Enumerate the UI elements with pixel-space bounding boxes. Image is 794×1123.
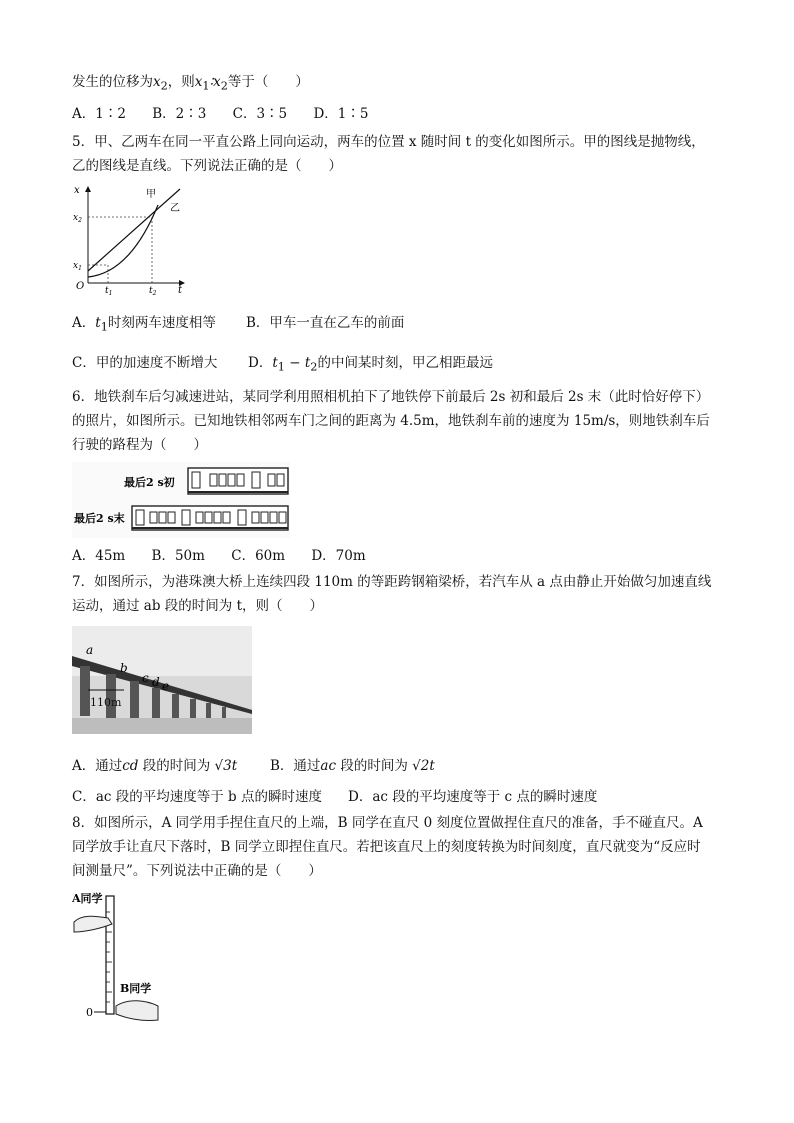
q8-stem-line2: 同学放手让直尺下落时，B 同学立即捏住直尺。若把该直尺上的刻度转换为时间刻度，直尺就变为“反应时 xyxy=(72,839,701,855)
q6-option-c: C．60m xyxy=(231,548,286,564)
q5-option-d: D．$t_1 - t_2$的中间某时刻，甲乙相距最远 xyxy=(248,355,493,374)
hand-b xyxy=(116,1001,158,1021)
label-student-a: A同学 xyxy=(72,892,103,905)
q8-stem-line3: 间测量尺”。下列说法中正确的是（ ） xyxy=(72,863,322,879)
q5-option-c: C．甲的加速度不断增大 xyxy=(72,355,218,371)
line-yi xyxy=(88,189,180,271)
q7-stem-line2: 运动，通过 ab 段的时间为 t，则（ ） xyxy=(72,598,323,614)
parabola-jia xyxy=(88,205,158,277)
q6-option-d: D．70m xyxy=(311,548,366,564)
q6-stem-line3: 行驶的路程为（ ） xyxy=(72,437,207,453)
q7-option-d: D．ac 段的平均速度等于 c 点的瞬时速度 xyxy=(348,789,598,805)
span-110m-label: 110m xyxy=(90,696,122,709)
svg-text:t2: $t_2$ xyxy=(149,286,157,295)
point-c-label: c xyxy=(142,671,149,685)
q4-option-b: B．2∶3 xyxy=(152,106,207,122)
q7-stem-line1: 7．如图所示，为港珠澳大桥上连续四段 110m 的等距跨钢箱梁桥，若汽车从 a 点由静止开始做匀加速直线 xyxy=(72,574,712,590)
train-top xyxy=(188,468,288,494)
q5-stem-line1: 5．甲、乙两车在同一平直公路上同向运动，两车的位置 x 随时间 t 的变化如图所示。甲的图线是抛物线， xyxy=(72,134,705,150)
label-student-b: B同学 xyxy=(120,982,152,995)
q4-option-d: D．1∶5 xyxy=(313,106,369,122)
q4-option-a: A．1∶2 xyxy=(72,106,126,122)
point-d-label: d xyxy=(152,675,160,689)
train-bottom xyxy=(132,506,288,530)
q7-option-c: C．ac 段的平均速度等于 b 点的瞬时速度 xyxy=(72,789,322,805)
point-b-label: b xyxy=(120,661,128,675)
zero-mark-label: 0 xyxy=(86,1006,93,1019)
q7-option-a: A．通过cd 段的时间为 √3t xyxy=(72,758,238,774)
ruler xyxy=(106,896,114,1014)
q8-stem-line1: 8．如图所示，A 同学用手捏住直尺的上端，B 同学在直尺 0 刻度位置做捏住直尺的准备，手不碰直尺。A xyxy=(72,815,703,831)
q6-option-a: A．45m xyxy=(72,548,126,564)
q4-option-c: C．3∶5 xyxy=(232,106,288,122)
axis-t-label: t xyxy=(178,285,183,295)
q4-stem: 发生的位移为$x_2$，则$x_1∶x_2$等于（ ） xyxy=(72,74,309,93)
label-jia: 甲 xyxy=(146,189,156,200)
q5-xt-graph xyxy=(70,183,190,295)
q4-options xyxy=(72,104,390,124)
origin-label: O xyxy=(76,281,85,292)
label-last-2s-end: 最后2 s末 xyxy=(74,512,125,525)
q5-stem-line2: 乙的图线是直线。下列说法正确的是（ ） xyxy=(72,158,342,174)
label-last-2s-start: 最后2 s初 xyxy=(124,476,175,489)
q6-subway-photos xyxy=(72,462,290,538)
q7-bridge-photo xyxy=(72,626,252,734)
q5-option-b: B．甲车一直在乙车的前面 xyxy=(246,315,405,331)
q8-ruler-figure xyxy=(72,888,162,1024)
q6-stem-line1: 6．地铁刹车后匀减速进站，某同学利用照相机拍下了地铁停下前最后 2s 初和最后 2s 末（此时恰好停下） xyxy=(72,389,710,405)
point-e-label: e xyxy=(162,679,170,693)
q7-option-b: B．通过ac 段的时间为 √2t xyxy=(270,758,435,774)
axis-x-label: x xyxy=(74,185,80,196)
svg-text:t1: $t_1$ xyxy=(105,286,113,295)
svg-text:x1: $x_1$ xyxy=(73,261,82,272)
q5-option-a: A．$t_1$时刻两车速度相等 xyxy=(72,315,216,334)
label-yi: 乙 xyxy=(170,203,180,214)
q6-options xyxy=(72,546,388,566)
svg-text:x2: $x_2$ xyxy=(73,213,82,224)
q6-option-b: B．50m xyxy=(151,548,205,564)
point-a-label: a xyxy=(86,643,94,657)
q6-stem-line2: 的照片，如图所示。已知地铁相邻两车门之间的距离为 4.5m，地铁刹车前的速度为 15m/s，则地铁刹车后 xyxy=(72,413,710,429)
